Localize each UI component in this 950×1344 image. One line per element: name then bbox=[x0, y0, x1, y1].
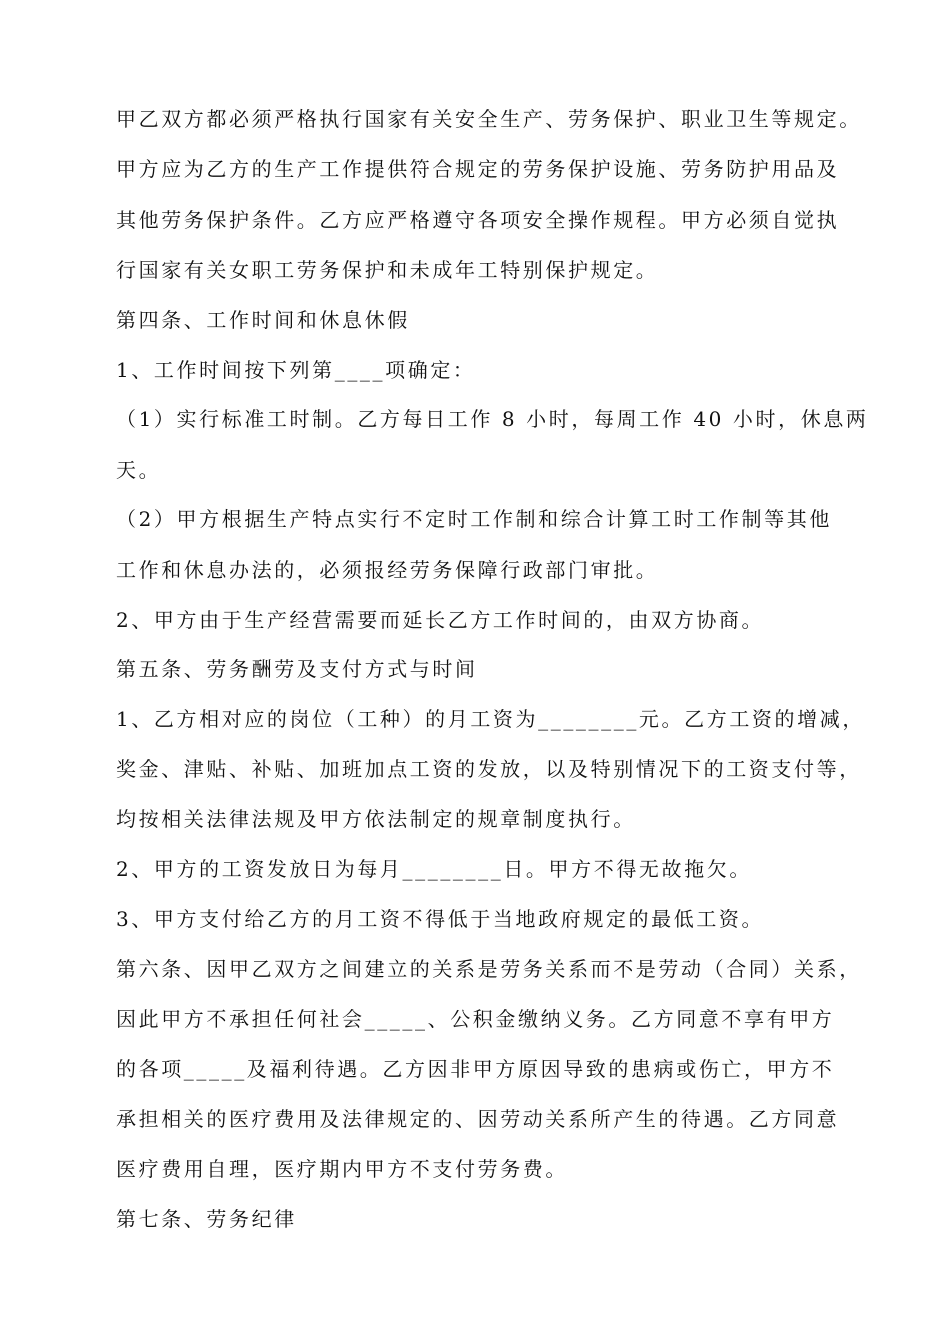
paragraph-line: 甲乙双方都必须严格执行国家有关安全生产、劳务保护、职业卫生等规定。 bbox=[116, 107, 862, 131]
paragraph-line: 承担相关的医疗费用及法律规定的、因劳动关系所产生的待遇。乙方同意 bbox=[116, 1107, 840, 1131]
paragraph-line: （1）实行标准工时制。乙方每日工作 8 小时，每周工作 40 小时，休息两 bbox=[116, 407, 869, 431]
paragraph-line: 3、甲方支付给乙方的月工资不得低于当地政府规定的最低工资。 bbox=[116, 907, 765, 931]
paragraph-line: 医疗费用自理，医疗期内甲方不支付劳务费。 bbox=[116, 1157, 568, 1181]
paragraph-line: 甲方应为乙方的生产工作提供符合规定的劳务保护设施、劳务防护用品及 bbox=[116, 157, 840, 181]
section-heading: 第四条、工作时间和休息休假 bbox=[116, 308, 410, 332]
section-heading: 第五条、劳务酬劳及支付方式与时间 bbox=[116, 657, 478, 681]
paragraph-line: 奖金、津贴、补贴、加班加点工资的发放，以及特别情况下的工资支付等， bbox=[116, 757, 862, 781]
paragraph-line: 因此甲方不承担任何社会_____、公积金缴纳义务。乙方同意不享有甲方 bbox=[116, 1007, 835, 1031]
paragraph-line: 天。 bbox=[116, 458, 162, 482]
paragraph-line: 的各项_____及福利待遇。乙方因非甲方原因导致的患病或伤亡，甲方不 bbox=[116, 1057, 835, 1081]
paragraph-line: 2、甲方的工资发放日为每月________日。甲方不得无故拖欠。 bbox=[116, 857, 752, 881]
paragraph-line: 行国家有关女职工劳务保护和未成年工特别保护规定。 bbox=[116, 258, 659, 282]
paragraph-line: 2、甲方由于生产经营需要而延长乙方工作时间的，由双方协商。 bbox=[116, 608, 765, 632]
paragraph-line: 其他劳务保护条件。乙方应严格遵守各项安全操作规程。甲方必须自觉执 bbox=[116, 208, 840, 232]
paragraph-line: （2）甲方根据生产特点实行不定时工作制和综合计算工时工作制等其他 bbox=[116, 507, 832, 531]
section-heading: 第六条、因甲乙双方之间建立的关系是劳务关系而不是劳动（合同）关系， bbox=[116, 957, 862, 981]
paragraph-line: 1、工作时间按下列第____项确定： bbox=[116, 358, 476, 382]
paragraph-line: 1、乙方相对应的岗位（工种）的月工资为________元。乙方工资的增减， bbox=[116, 707, 865, 731]
paragraph-line: 均按相关法律法规及甲方依法制定的规章制度执行。 bbox=[116, 807, 636, 831]
section-heading: 第七条、劳务纪律 bbox=[116, 1207, 297, 1231]
paragraph-line: 工作和休息办法的，必须报经劳务保障行政部门审批。 bbox=[116, 558, 659, 582]
